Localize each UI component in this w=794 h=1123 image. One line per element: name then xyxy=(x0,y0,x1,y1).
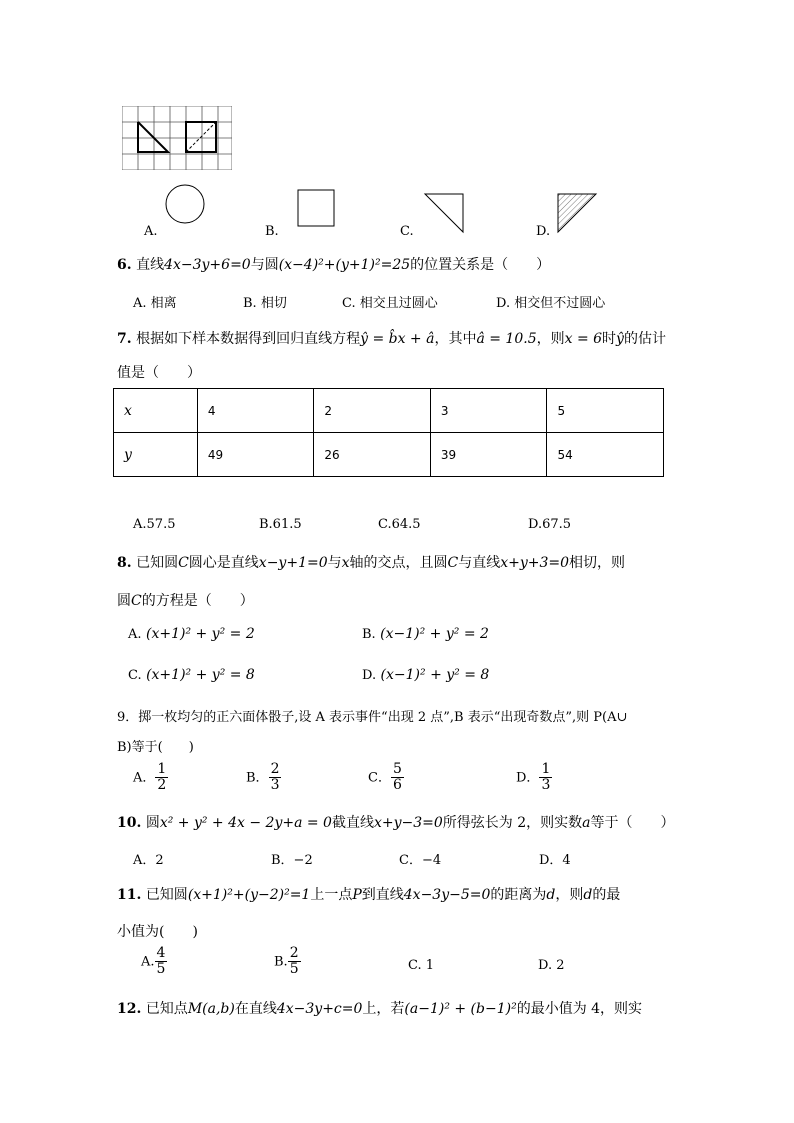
q10-option-b: B．−2 xyxy=(271,853,313,868)
table-cell: 54 xyxy=(547,433,664,477)
q7-option-d: D.67.5 xyxy=(528,517,572,532)
triangle-hatched-icon xyxy=(556,192,600,234)
q9-option-d: D． $\frac{1}{3}$ xyxy=(516,761,551,794)
q8-option-d: D. (x−1)² + y² = 8 xyxy=(362,667,490,683)
table-cell: 2 xyxy=(314,389,431,433)
q5-option-d: D. xyxy=(536,224,551,239)
q7-data-table xyxy=(113,388,664,477)
q12-stem: 12. 已知点M(a,b)在直线4x−3y+c=0上，若(a−1)² + (b−1)²的最小值为 4，则实 xyxy=(117,1001,643,1017)
table-cell: 26 xyxy=(314,433,431,477)
q11-stem-line2: 小值为( ) xyxy=(117,924,198,940)
q6-option-d: D. 相交但不过圆心 xyxy=(496,296,606,311)
square-shape-icon xyxy=(296,188,338,230)
q9-option-a: A． $\frac{1}{2}$ xyxy=(133,761,167,794)
q6-option-b: B. 相切 xyxy=(243,296,287,311)
q11-option-a: A. $\frac{4}{5}$ xyxy=(141,945,166,978)
q9-stem-line2: B)等于( ) xyxy=(117,740,194,755)
q10-option-a: A．2 xyxy=(133,853,164,868)
q9-stem: 9．掷一枚均匀的正六面体骰子,设 A 表示事件“出现 2 点”,B 表示“出现奇数点”,则 P(A∪ xyxy=(117,710,628,725)
triangle-right-icon xyxy=(423,192,467,234)
q11-option-c: C. 1 xyxy=(408,958,435,973)
q5-option-c: C. xyxy=(400,224,414,239)
table-cell: 49 xyxy=(197,433,314,477)
table-cell: 4 xyxy=(197,389,314,433)
q7-option-a: A.57.5 xyxy=(133,517,176,532)
table-cell: x xyxy=(114,389,198,433)
q11-option-b: B. $\frac{2}{5}$ xyxy=(274,945,299,978)
circle-shape-icon xyxy=(164,183,206,225)
q7-option-c: C.64.5 xyxy=(378,517,421,532)
q6-option-c: C. 相交且过圆心 xyxy=(342,296,438,311)
table-cell: y xyxy=(114,433,198,477)
q7-option-b: B.61.5 xyxy=(259,517,302,532)
q10-option-d: D．4 xyxy=(539,853,571,868)
q8-option-b: B. (x−1)² + y² = 2 xyxy=(362,626,489,642)
q11-option-d: D. 2 xyxy=(538,958,565,973)
table-cell: 5 xyxy=(547,389,664,433)
table-row xyxy=(114,389,664,433)
q5-grid-figure xyxy=(122,106,232,170)
q8-stem: 8. 已知圆C圆心是直线x−y+1=0与x轴的交点，且圆C与直线x+y+3=0相切，则 xyxy=(117,555,626,571)
q9-option-b: B． $\frac{2}{3}$ xyxy=(246,761,280,794)
q9-option-c: C． $\frac{5}{6}$ xyxy=(368,761,402,794)
table-cell: 3 xyxy=(430,389,547,433)
q6-option-a: A. 相离 xyxy=(133,296,177,311)
q6-stem: 6. 直线4x−3y+6=0与圆(x−4)²+(y+1)²=25的位置关系是（ ） xyxy=(117,257,551,273)
q7-stem: 7. 根据如下样本数据得到回归直线方程ŷ = b̂x + â，其中â = 10.5，则x = 6时ŷ的估计 xyxy=(117,331,666,347)
table-row xyxy=(114,433,664,477)
q7-stem-line2: 值是（ ） xyxy=(117,365,201,381)
q11-stem: 11. 已知圆(x+1)²+(y−2)²=1上一点P到直线4x−3y−5=0的距离为d，则d的最 xyxy=(117,887,621,903)
q5-option-b: B. xyxy=(265,224,279,239)
q8-stem-line2: 圆C的方程是（ ） xyxy=(117,593,254,609)
q10-stem: 10. 圆x² + y² + 4x − 2y+a = 0截直线x+y−3=0所得弦长为 2，则实数a等于（ ） xyxy=(117,815,675,831)
q8-option-c: C. (x+1)² + y² = 8 xyxy=(128,667,255,683)
q8-option-a: A. (x+1)² + y² = 2 xyxy=(128,626,255,642)
q5-option-a: A. xyxy=(144,224,158,239)
table-cell: 39 xyxy=(430,433,547,477)
q10-option-c: C．−4 xyxy=(399,853,442,868)
